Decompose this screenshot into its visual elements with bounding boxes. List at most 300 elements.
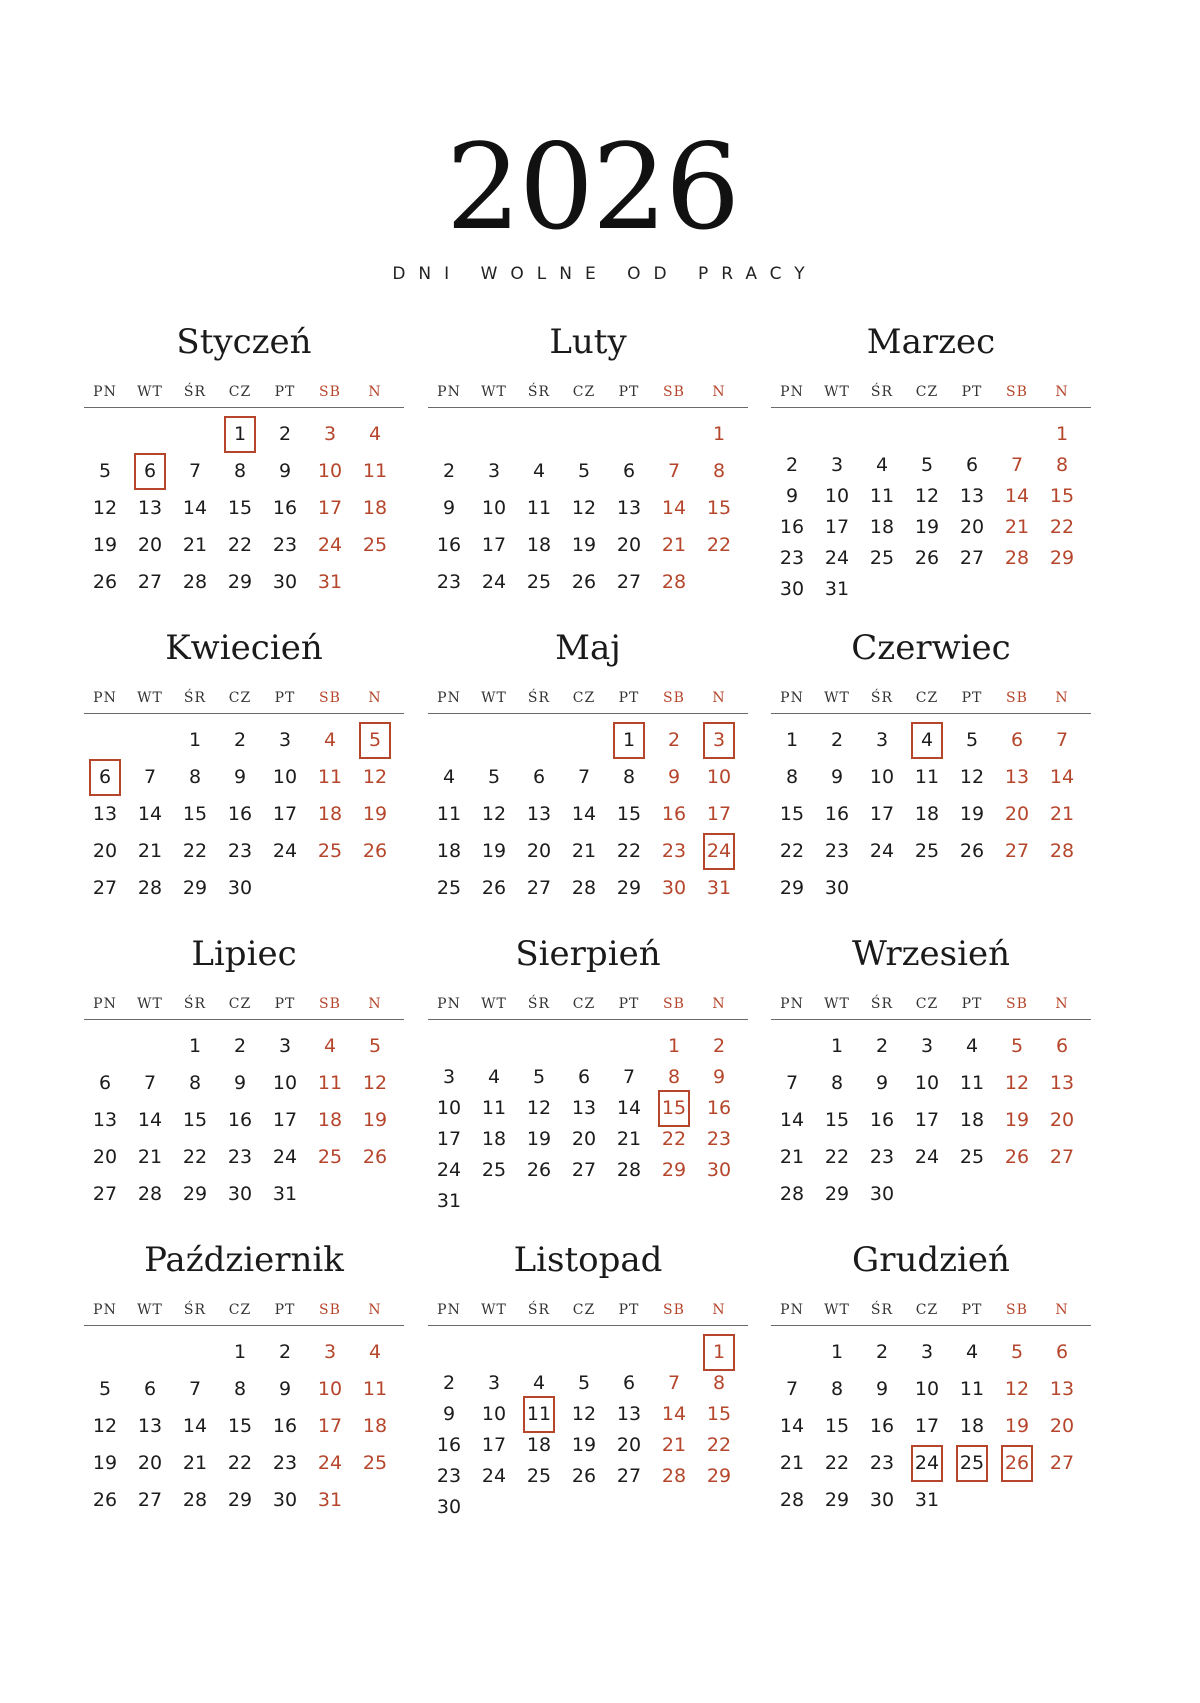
weekday-label: PT — [618, 996, 640, 1012]
calendar-day: 27 — [1004, 840, 1030, 862]
weekday-label: WT — [824, 996, 850, 1012]
calendar-day: 17 — [914, 1109, 940, 1131]
calendar-day: 3 — [487, 1372, 501, 1394]
calendar-day: 25 — [959, 1146, 985, 1168]
calendar-day: 22 — [661, 1128, 687, 1150]
weekday-label: CZ — [228, 1302, 252, 1318]
calendar-day: 20 — [1049, 1109, 1075, 1131]
weekday-label: PN — [780, 384, 804, 400]
calendar-day: 31 — [914, 1489, 940, 1511]
calendar-day: 20 — [526, 840, 552, 862]
calendar-day: 22 — [616, 840, 642, 862]
calendar-day: 9 — [278, 460, 292, 482]
weekday-label: CZ — [228, 384, 252, 400]
calendar-day: 23 — [869, 1146, 895, 1168]
calendar-day: 3 — [920, 1035, 934, 1057]
calendar-day: 30 — [661, 877, 687, 899]
weekday-label: CZ — [915, 690, 939, 706]
calendar-day: 14 — [182, 1415, 208, 1437]
calendar-day: 17 — [317, 1415, 343, 1437]
calendar-day: 21 — [182, 534, 208, 556]
calendar-day: 10 — [706, 766, 732, 788]
calendar-day: 15 — [182, 1109, 208, 1131]
calendar-day: 2 — [875, 1035, 889, 1057]
calendar-day: 25 — [317, 840, 343, 862]
calendar-day: 26 — [481, 877, 507, 899]
calendar-day: 15 — [227, 497, 253, 519]
calendar-day: 8 — [830, 1072, 844, 1094]
calendar-day: 12 — [481, 803, 507, 825]
calendar-day: 17 — [436, 1128, 462, 1150]
calendar-day: 4 — [532, 1372, 546, 1394]
calendar-day: 9 — [442, 497, 456, 519]
calendar-day: 25 — [526, 1465, 552, 1487]
calendar-day: 12 — [92, 1415, 118, 1437]
weekday-label: PN — [780, 1302, 804, 1318]
calendar-day: 9 — [278, 1378, 292, 1400]
calendar-day: 30 — [706, 1159, 732, 1181]
weekday-label: ŚR — [870, 384, 894, 400]
calendar-day: 5 — [487, 766, 501, 788]
calendar-day: 25 — [362, 534, 388, 556]
weekday-label: PT — [274, 996, 296, 1012]
calendar-day: 26 — [92, 571, 118, 593]
calendar-day: 2 — [667, 729, 681, 751]
calendar-day: 23 — [779, 547, 805, 569]
calendar-day: 28 — [182, 571, 208, 593]
calendar-day: 21 — [1004, 516, 1030, 538]
calendar-day: 5 — [920, 454, 934, 476]
calendar-day: 27 — [526, 877, 552, 899]
calendar-day: 15 — [824, 1415, 850, 1437]
calendar-day: 22 — [227, 534, 253, 556]
calendar-day: 28 — [661, 571, 687, 593]
weekday-label: WT — [824, 384, 850, 400]
calendar-day: 19 — [362, 803, 388, 825]
calendar-day: 13 — [526, 803, 552, 825]
calendar-day: 19 — [92, 1452, 118, 1474]
weekday-label: ŚR — [870, 996, 894, 1012]
calendar-day: 2 — [875, 1341, 889, 1363]
calendar-day: 2 — [278, 423, 292, 445]
page-title: 2026 — [445, 118, 739, 256]
calendar-day: 5 — [1010, 1035, 1024, 1057]
calendar-day: 12 — [92, 497, 118, 519]
calendar-day: 24 — [824, 547, 850, 569]
calendar-day: 12 — [571, 1403, 597, 1425]
calendar-day: 30 — [272, 571, 298, 593]
calendar-day: 13 — [959, 485, 985, 507]
calendar-day: 15 — [706, 1403, 732, 1425]
calendar-day: 26 — [914, 547, 940, 569]
calendar-day: 16 — [661, 803, 687, 825]
calendar-day: 30 — [227, 1183, 253, 1205]
month-3 — [771, 322, 1091, 622]
weekday-label: SB — [1006, 690, 1028, 706]
calendar-day: 23 — [436, 1465, 462, 1487]
calendar-day: 5 — [965, 729, 979, 751]
month-10 — [84, 1240, 404, 1540]
weekday-label: PN — [437, 384, 461, 400]
calendar-day: 16 — [436, 1434, 462, 1456]
weekday-label: CZ — [915, 996, 939, 1012]
holiday-day: 1 — [697, 1340, 741, 1364]
calendar-day: 28 — [571, 877, 597, 899]
calendar-day: 2 — [233, 729, 247, 751]
calendar-day: 1 — [785, 729, 799, 751]
calendar-day: 1 — [667, 1035, 681, 1057]
calendar-day: 22 — [824, 1146, 850, 1168]
calendar-day: 14 — [571, 803, 597, 825]
weekday-label: SB — [663, 384, 685, 400]
weekday-label: N — [368, 996, 382, 1012]
weekday-label: ŚR — [527, 1302, 551, 1318]
calendar-day: 28 — [182, 1489, 208, 1511]
calendar-day: 7 — [622, 1066, 636, 1088]
calendar-day: 9 — [442, 1403, 456, 1425]
month-name: Lipiec — [191, 934, 297, 974]
calendar-day: 5 — [368, 1035, 382, 1057]
weekday-label: CZ — [228, 690, 252, 706]
month-name: Maj — [555, 628, 621, 668]
weekday-label: PN — [437, 996, 461, 1012]
holiday-day: 3 — [697, 728, 741, 752]
calendar-day: 27 — [616, 1465, 642, 1487]
calendar-day: 30 — [272, 1489, 298, 1511]
day-grid — [771, 322, 1091, 622]
day-grid — [428, 1240, 748, 1540]
calendar-day: 9 — [233, 1072, 247, 1094]
calendar-day: 23 — [706, 1128, 732, 1150]
calendar-day: 24 — [481, 571, 507, 593]
calendar-day: 24 — [272, 840, 298, 862]
weekday-label: WT — [481, 1302, 507, 1318]
weekday-label: N — [368, 690, 382, 706]
calendar-day: 16 — [824, 803, 850, 825]
calendar-day: 6 — [532, 766, 546, 788]
weekday-label: SB — [1006, 1302, 1028, 1318]
calendar-day: 20 — [616, 1434, 642, 1456]
weekday-label: PT — [618, 1302, 640, 1318]
calendar-day: 3 — [442, 1066, 456, 1088]
calendar-day: 11 — [436, 803, 462, 825]
calendar-day: 6 — [965, 454, 979, 476]
calendar-day: 5 — [1010, 1341, 1024, 1363]
calendar-day: 4 — [965, 1341, 979, 1363]
calendar-day: 7 — [667, 460, 681, 482]
weekday-label: N — [712, 996, 726, 1012]
calendar-day: 11 — [526, 497, 552, 519]
calendar-day: 8 — [712, 1372, 726, 1394]
calendar-day: 9 — [875, 1378, 889, 1400]
weekday-label: WT — [824, 1302, 850, 1318]
calendar-day: 14 — [779, 1415, 805, 1437]
calendar-day: 16 — [272, 497, 298, 519]
calendar-day: 15 — [1049, 485, 1075, 507]
month-4 — [84, 628, 404, 928]
calendar-day: 3 — [323, 423, 337, 445]
calendar-day: 6 — [622, 1372, 636, 1394]
calendar-day: 27 — [959, 547, 985, 569]
calendar-day: 18 — [914, 803, 940, 825]
weekday-label: SB — [319, 384, 341, 400]
calendar-day: 27 — [571, 1159, 597, 1181]
calendar-day: 11 — [959, 1072, 985, 1094]
calendar-day: 9 — [667, 766, 681, 788]
calendar-day: 24 — [481, 1465, 507, 1487]
calendar-day: 23 — [661, 840, 687, 862]
calendar-day: 31 — [317, 1489, 343, 1511]
calendar-day: 13 — [1049, 1378, 1075, 1400]
calendar-day: 4 — [487, 1066, 501, 1088]
calendar-day: 5 — [98, 460, 112, 482]
calendar-day: 29 — [616, 877, 642, 899]
calendar-day: 9 — [233, 766, 247, 788]
calendar-day: 1 — [233, 1341, 247, 1363]
calendar-day: 4 — [442, 766, 456, 788]
calendar-day: 13 — [1004, 766, 1030, 788]
weekday-label: ŚR — [527, 996, 551, 1012]
calendar-day: 18 — [526, 534, 552, 556]
calendar-day: 16 — [869, 1415, 895, 1437]
calendar-day: 14 — [616, 1097, 642, 1119]
calendar-day: 19 — [571, 534, 597, 556]
calendar-day: 29 — [1049, 547, 1075, 569]
calendar-day: 22 — [182, 840, 208, 862]
calendar-day: 24 — [317, 1452, 343, 1474]
calendar-day: 19 — [959, 803, 985, 825]
month-name: Luty — [549, 322, 627, 362]
weekday-label: PT — [274, 384, 296, 400]
calendar-day: 8 — [712, 460, 726, 482]
calendar-day: 20 — [1004, 803, 1030, 825]
calendar-day: 7 — [143, 1072, 157, 1094]
weekday-label: PN — [93, 384, 117, 400]
calendar-day: 10 — [317, 460, 343, 482]
calendar-day: 11 — [362, 1378, 388, 1400]
calendar-day: 8 — [233, 1378, 247, 1400]
calendar-day: 31 — [317, 571, 343, 593]
weekday-label: SB — [663, 1302, 685, 1318]
calendar-day: 23 — [272, 534, 298, 556]
day-grid — [771, 934, 1091, 1234]
calendar-day: 16 — [779, 516, 805, 538]
calendar-day: 30 — [436, 1496, 462, 1518]
calendar-day: 31 — [706, 877, 732, 899]
calendar-day: 10 — [272, 766, 298, 788]
calendar-day: 26 — [959, 840, 985, 862]
weekday-label: ŚR — [870, 690, 894, 706]
calendar-day: 15 — [227, 1415, 253, 1437]
calendar-day: 9 — [875, 1072, 889, 1094]
calendar-day: 24 — [914, 1146, 940, 1168]
month-name: Kwiecień — [165, 628, 323, 668]
calendar-day: 19 — [571, 1434, 597, 1456]
weekday-label: PT — [618, 384, 640, 400]
calendar-day: 7 — [785, 1378, 799, 1400]
calendar-day: 24 — [436, 1159, 462, 1181]
calendar-day: 4 — [965, 1035, 979, 1057]
calendar-day: 29 — [706, 1465, 732, 1487]
calendar-day: 6 — [622, 460, 636, 482]
calendar-day: 25 — [914, 840, 940, 862]
calendar-day: 21 — [616, 1128, 642, 1150]
calendar-day: 18 — [959, 1415, 985, 1437]
calendar-day: 8 — [233, 460, 247, 482]
calendar-day: 30 — [227, 877, 253, 899]
calendar-day: 6 — [577, 1066, 591, 1088]
calendar-day: 27 — [92, 1183, 118, 1205]
calendar-day: 20 — [1049, 1415, 1075, 1437]
calendar-day: 17 — [481, 534, 507, 556]
calendar-day: 1 — [188, 729, 202, 751]
calendar-day: 5 — [98, 1378, 112, 1400]
calendar-day: 28 — [779, 1183, 805, 1205]
calendar-day: 21 — [661, 1434, 687, 1456]
calendar-day: 2 — [442, 460, 456, 482]
calendar-day: 13 — [137, 497, 163, 519]
calendar-day: 1 — [830, 1035, 844, 1057]
calendar-day: 31 — [272, 1183, 298, 1205]
month-name: Styczeń — [176, 322, 312, 362]
month-1 — [84, 322, 404, 622]
weekday-label: SB — [663, 996, 685, 1012]
calendar-day: 21 — [1049, 803, 1075, 825]
weekday-label: CZ — [572, 384, 596, 400]
calendar-day: 3 — [323, 1341, 337, 1363]
calendar-day: 20 — [616, 534, 642, 556]
calendar-day: 12 — [526, 1097, 552, 1119]
calendar-day: 16 — [869, 1109, 895, 1131]
calendar-day: 22 — [227, 1452, 253, 1474]
calendar-day: 20 — [137, 534, 163, 556]
calendar-day: 10 — [914, 1072, 940, 1094]
calendar-day: 17 — [914, 1415, 940, 1437]
calendar-day: 2 — [785, 454, 799, 476]
month-12 — [771, 1240, 1091, 1540]
calendar-day: 16 — [227, 803, 253, 825]
month-name: Czerwiec — [851, 628, 1011, 668]
calendar-day: 21 — [137, 1146, 163, 1168]
weekday-label: ŚR — [183, 384, 207, 400]
calendar-day: 11 — [317, 1072, 343, 1094]
day-grid — [771, 1240, 1091, 1540]
calendar-day: 20 — [137, 1452, 163, 1474]
calendar-day: 1 — [712, 423, 726, 445]
calendar-day: 19 — [1004, 1415, 1030, 1437]
calendar-day: 27 — [1049, 1146, 1075, 1168]
calendar-day: 30 — [869, 1489, 895, 1511]
calendar-day: 1 — [1055, 423, 1069, 445]
calendar-day: 5 — [577, 1372, 591, 1394]
calendar-day: 1 — [188, 1035, 202, 1057]
calendar-day: 17 — [481, 1434, 507, 1456]
weekday-label: CZ — [228, 996, 252, 1012]
calendar-day: 10 — [272, 1072, 298, 1094]
calendar-day: 11 — [914, 766, 940, 788]
day-grid — [84, 628, 404, 928]
month-name: Październik — [144, 1240, 344, 1280]
calendar-day: 10 — [869, 766, 895, 788]
day-grid — [84, 322, 404, 622]
weekday-label: WT — [137, 690, 163, 706]
weekday-label: WT — [824, 690, 850, 706]
calendar-day: 8 — [188, 766, 202, 788]
calendar-day: 2 — [712, 1035, 726, 1057]
calendar-day: 23 — [272, 1452, 298, 1474]
holiday-day: 4 — [905, 728, 949, 752]
calendar-day: 14 — [137, 1109, 163, 1131]
weekday-label: CZ — [915, 1302, 939, 1318]
calendar-day: 18 — [526, 1434, 552, 1456]
calendar-day: 27 — [137, 1489, 163, 1511]
calendar-day: 11 — [481, 1097, 507, 1119]
calendar-day: 4 — [323, 729, 337, 751]
calendar-day: 8 — [188, 1072, 202, 1094]
calendar-day: 20 — [571, 1128, 597, 1150]
weekday-label: PT — [961, 996, 983, 1012]
calendar-day: 11 — [959, 1378, 985, 1400]
day-grid — [428, 934, 748, 1234]
calendar-day: 7 — [785, 1072, 799, 1094]
calendar-day: 9 — [830, 766, 844, 788]
calendar-day: 8 — [830, 1378, 844, 1400]
holiday-day: 5 — [353, 728, 397, 752]
weekday-label: PN — [93, 996, 117, 1012]
weekday-label: N — [712, 384, 726, 400]
weekday-label: CZ — [915, 384, 939, 400]
weekday-label: SB — [663, 690, 685, 706]
calendar-day: 26 — [362, 1146, 388, 1168]
calendar-day: 16 — [272, 1415, 298, 1437]
calendar-day: 19 — [526, 1128, 552, 1150]
calendar-day: 18 — [481, 1128, 507, 1150]
holiday-day: 6 — [83, 765, 127, 789]
calendar-day: 19 — [92, 534, 118, 556]
month-name: Marzec — [866, 322, 996, 362]
calendar-day: 29 — [824, 1489, 850, 1511]
day-grid — [84, 934, 404, 1234]
weekday-label: CZ — [572, 1302, 596, 1318]
calendar-day: 6 — [98, 1072, 112, 1094]
calendar-day: 20 — [959, 516, 985, 538]
calendar-day: 16 — [436, 534, 462, 556]
calendar-day: 29 — [182, 877, 208, 899]
weekday-label: N — [712, 690, 726, 706]
calendar-day: 8 — [667, 1066, 681, 1088]
calendar-day: 7 — [188, 1378, 202, 1400]
calendar-day: 28 — [1049, 840, 1075, 862]
weekday-label: WT — [137, 996, 163, 1012]
calendar-day: 27 — [137, 571, 163, 593]
calendar-day: 14 — [137, 803, 163, 825]
calendar-day: 28 — [616, 1159, 642, 1181]
calendar-day: 18 — [362, 1415, 388, 1437]
calendar-day: 30 — [824, 877, 850, 899]
calendar-day: 17 — [272, 1109, 298, 1131]
calendar-day: 10 — [914, 1378, 940, 1400]
weekday-label: N — [1055, 996, 1069, 1012]
weekday-label: PN — [93, 690, 117, 706]
calendar-day: 7 — [143, 766, 157, 788]
calendar-day: 13 — [92, 803, 118, 825]
calendar-day: 12 — [914, 485, 940, 507]
calendar-day: 19 — [481, 840, 507, 862]
calendar-day: 25 — [317, 1146, 343, 1168]
weekday-label: ŚR — [183, 996, 207, 1012]
calendar-day: 14 — [661, 1403, 687, 1425]
weekday-label: SB — [319, 1302, 341, 1318]
